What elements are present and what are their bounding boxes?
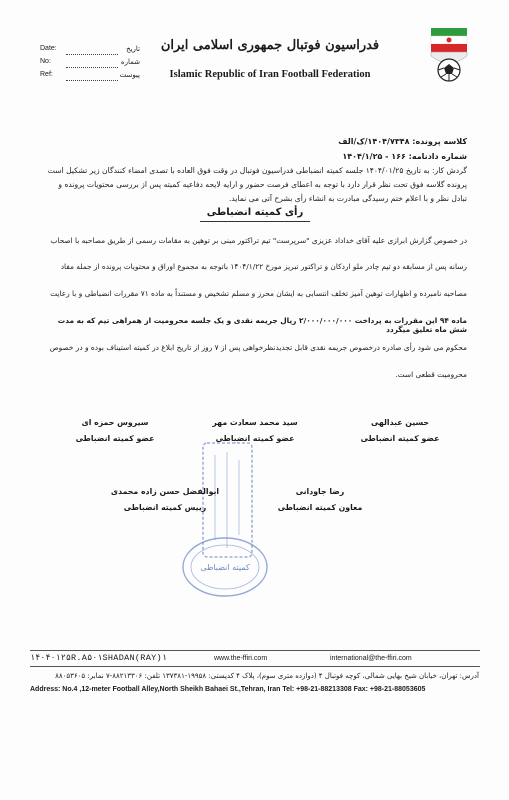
signatory-abdollahi — [335, 418, 465, 443]
verdict-line: در خصوص گزارش ابرازی علیه آقای خداداد عزیزی "سرپرست" تیم تراکتور مبنی بر توهین به مقامات رسمی از طریق مصاحبه با اصحاب — [50, 236, 467, 245]
verdict-line: مصاحبه نامبرده و اظهارات توهین آمیز تخلف انتسابی به ایشان محرز و مسلم تشخیص و مستنداً به ماده ۷۱ مقررات انضباطی و با رعایت — [50, 289, 467, 298]
meta-label-fa: شماره — [120, 58, 140, 66]
signatory-role: معاون کمیته انضباطی — [277, 503, 363, 512]
meta-field-number — [40, 58, 140, 70]
verdict-line: محرومیت قطعی است. — [395, 370, 467, 379]
signatory-role: عضو کمیته انضباطی — [360, 434, 440, 443]
signatory-hasanzadeh — [100, 487, 230, 512]
verdict-line: رسانه پس از مسابقه دو تیم چادر ملو اردکان و تراکتور تبریز مورخ ۱۴۰۴/۱/۲۲ باتوجه به مجموع اوراق و محتویات پرونده از جمله مفاد — [60, 262, 467, 271]
signatory-javdani — [255, 487, 385, 512]
meta-label-en: Ref: — [40, 71, 53, 78]
federation-title-en: Islamic Republic of Iran Football Federation — [169, 69, 371, 80]
meta-line — [66, 67, 118, 68]
meta-label-fa: پیوست — [119, 71, 140, 79]
committee-stamp-icon — [180, 535, 270, 600]
footer-divider — [30, 650, 480, 651]
federation-logo-icon — [425, 26, 473, 86]
meta-label-en: Date: — [40, 45, 57, 52]
footer-address-fa: آدرس: تهران، خیابان شیخ بهایی شمالی، کوچه فوتبال ۴ (دوازده متری سوم)، پلاک ۴ کدپستی: ۱۹۹۵۸-۱۳۷۳۸۱ تلفن: ۸۸۲۱۳۳۰۶-۷ نمابر: ۸۸۰۵۳۶۰۵ — [55, 672, 479, 680]
footer-divider — [30, 666, 480, 667]
verdict-line: ماده ۹۴ این مقررات به پرداخت ۲/۰۰۰/۰۰۰/۰۰۰ ریال جریمه نقدی و یک جلسه محرومیت از همراهی تیم که به مدت شش ماه تعلیق میگردد — [57, 316, 467, 334]
verdict-heading: رأی کمیته انضباطی — [206, 207, 304, 218]
footer-address-en: Address: No.4 ,12-meter Football Alley,North Sheikh Bahaei St.,Tehran, Iran Tel: +98-21-88213308 Fax: +98-21-88053605 — [30, 686, 426, 693]
meta-label-fa: تاریخ — [126, 45, 140, 53]
verdict-line: محکوم می شود رأی صادره درخصوص جریمه نقدی قابل تجدیدنظرخواهی پس از ۷ روز از تاریخ ابلاغ در کمیته استیناف بوده و در خصوص — [49, 343, 467, 352]
document-code: ۱۴۰۴۰۱۲۵R.A۵۰۱SHADAN(RAY)۱ — [30, 653, 168, 663]
signatory-name: حسین عبدالهی — [370, 418, 430, 427]
workflow-paragraph: گردش کار: به تاریخ ۱۴۰۴/۰۱/۲۵ جلسه کمیته انضباطی فدراسیون فوتبال در وقت فوق العاده با تصدی امضاء کنندگان زیر تشکیل است پرونده گلاسه فوق تحت نظر قرار دارد با توجه به اعطای فرصت حضور و ارایه لایحه دفاعیه کمیته پس از بررسی محتویات پرونده و تبادل نظر و با اعلام ختم رسیدگی مبادرت به انشاء رأی بشرح آتی می نماید. — [47, 166, 467, 203]
signatory-role: عضو کمیته انضباطی — [215, 434, 295, 443]
signatory-role: رییس کمیته انضباطی — [123, 503, 207, 512]
federation-title-fa: فدراسیون فوتبال جمهوری اسلامی ایران — [160, 38, 380, 53]
meta-field-ref — [40, 71, 140, 83]
heading-underline — [200, 221, 310, 222]
signatory-hamzei — [50, 418, 180, 443]
signatory-name: سید محمد سعادت مهر — [212, 418, 298, 427]
verdict-number: شماره دادنامه: ۱۶۶ - ۱۴۰۴/۱/۲۵ — [342, 152, 467, 161]
signatory-name: سیروس حمزه ای — [81, 418, 149, 427]
meta-line — [66, 54, 118, 55]
signatory-role: عضو کمیته انضباطی — [75, 434, 155, 443]
meta-field-date — [40, 45, 140, 57]
footer-website: www.the-ffiri.com — [214, 655, 268, 662]
signatory-name: ابوالفضل حسن زاده محمدی — [110, 487, 220, 496]
meta-line — [66, 80, 118, 81]
meta-label-en: No: — [40, 58, 51, 65]
stamp-text: کمیته انضباطی — [200, 563, 250, 572]
case-number: کلاسه پرونده: ۱۴۰۴/۷۳۴۸/ک/الف — [338, 137, 467, 146]
footer-email: international@the-ffiri.com — [330, 655, 412, 662]
signatory-name: رضا جاودانی — [295, 487, 345, 496]
